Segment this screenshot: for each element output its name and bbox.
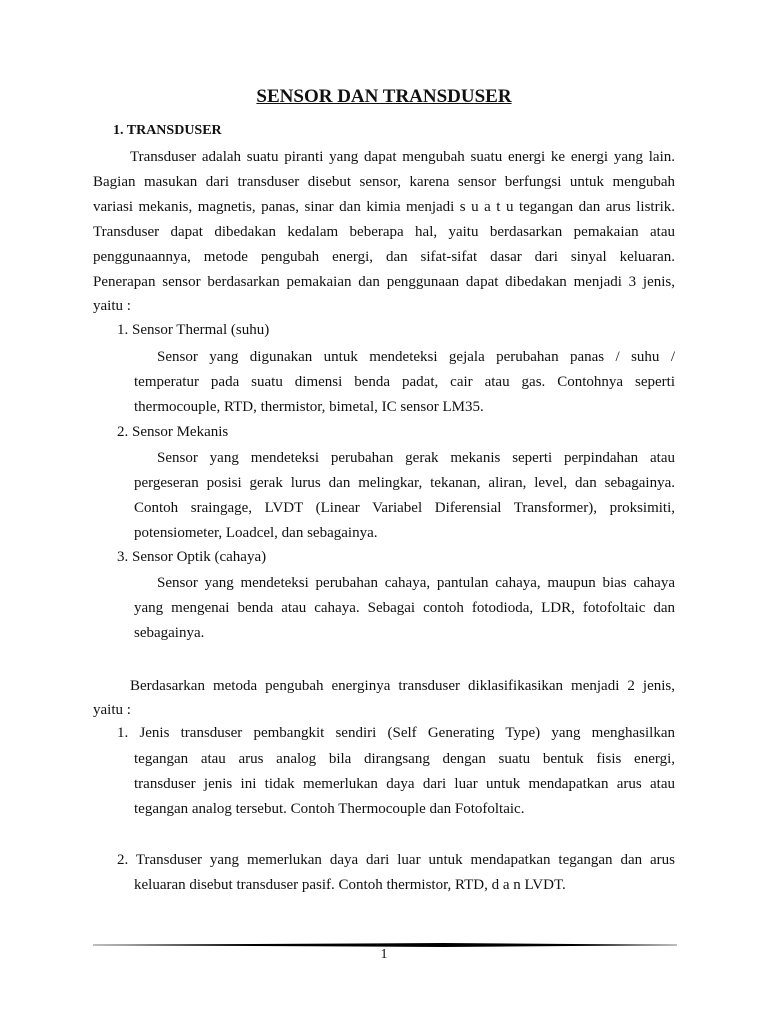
transducer-type-line: 2. Transduser yang memerlukan daya dari luar untuk mendapatkan tegangan dan arus	[117, 852, 675, 868]
intro-line: Transduser adalah suatu piranti yang dapat mengubah suatu energi ke energi yang lain.	[130, 149, 675, 165]
sensor-type-line: Contoh sraingage, LVDT (Linear Variabel Diferensial Transformer), proksimiti,	[134, 500, 675, 516]
sensor-type-line: Sensor yang mendeteksi perubahan cahaya, pantulan cahaya, maupun bias cahaya	[157, 575, 675, 591]
classification-line: Berdasarkan metoda pengubah energinya transduser diklasifikasikan menjadi 2 jenis,	[130, 678, 675, 694]
intro-line: variasi mekanis, magnetis, panas, sinar dan kimia menjadi s u a t u tegangan dan arus listrik.	[93, 199, 675, 215]
transducer-type-line: tegangan atau arus analog bila dirangsang dengan suatu bentuk fisis energi,	[134, 751, 675, 767]
page-title: SENSOR DAN TRANSDUSER	[256, 86, 512, 107]
sensor-type-line: pergeseran posisi gerak lurus dan melingkar, tekanan, aliran, level, dan sebagainya.	[134, 475, 675, 491]
sensor-type-heading: 3. Sensor Optik (cahaya)	[117, 549, 267, 565]
sensor-type-heading: 2. Sensor Mekanis	[117, 424, 229, 440]
intro-line: Penerapan sensor berdasarkan pemakaian dan penggunaan dapat dibedakan menjadi 3 jenis,	[93, 274, 675, 290]
sensor-type-line: sebagainya.	[134, 625, 205, 641]
intro-line: Bagian masukan dari transduser disebut sensor, karena sensor berfungsi untuk mengubah	[93, 174, 675, 190]
transducer-type-line: 1. Jenis transduser pembangkit sendiri (Self Generating Type) yang menghasilkan	[117, 725, 675, 741]
intro-line: yaitu :	[93, 298, 131, 314]
sensor-type-line: potensiometer, Loadcel, dan sebagainya.	[134, 525, 378, 541]
sensor-type-line: Sensor yang digunakan untuk mendeteksi gejala perubahan panas / suhu /	[157, 349, 675, 365]
transducer-type-line: transduser jenis ini tidak memerlukan daya dari luar untuk mendapatkan arus atau	[134, 776, 675, 792]
transducer-type-line: keluaran disebut transduser pasif. Contoh thermistor, RTD, d a n LVDT.	[134, 877, 566, 893]
sensor-type-line: Sensor yang mendeteksi perubahan gerak mekanis seperti perpindahan atau	[157, 450, 675, 466]
transducer-type-line: tegangan analog tersebut. Contoh Thermocouple dan Fotofoltaic.	[134, 801, 525, 817]
intro-line: penggunaannya, metode pengubah energi, dan sifat-sifat dasar dari sinyal keluaran.	[93, 249, 675, 265]
page-number: 1	[380, 947, 388, 962]
sensor-type-line: temperatur pada suatu dimensi benda padat, cair atau gas. Contohnya seperti	[134, 374, 675, 390]
classification-line: yaitu :	[93, 702, 131, 718]
section-heading: 1. TRANSDUSER	[113, 123, 222, 138]
sensor-type-line: thermocouple, RTD, thermistor, bimetal, IC sensor LM35.	[134, 399, 484, 415]
intro-line: Transduser dapat dibedakan kedalam beberapa hal, yaitu berdasarkan pemakaian atau	[93, 224, 675, 240]
sensor-type-heading: 1. Sensor Thermal (suhu)	[117, 322, 270, 338]
sensor-type-line: yang mengenai benda atau cahaya. Sebagai contoh fotodioda, LDR, fotofoltaic dan	[134, 600, 675, 616]
